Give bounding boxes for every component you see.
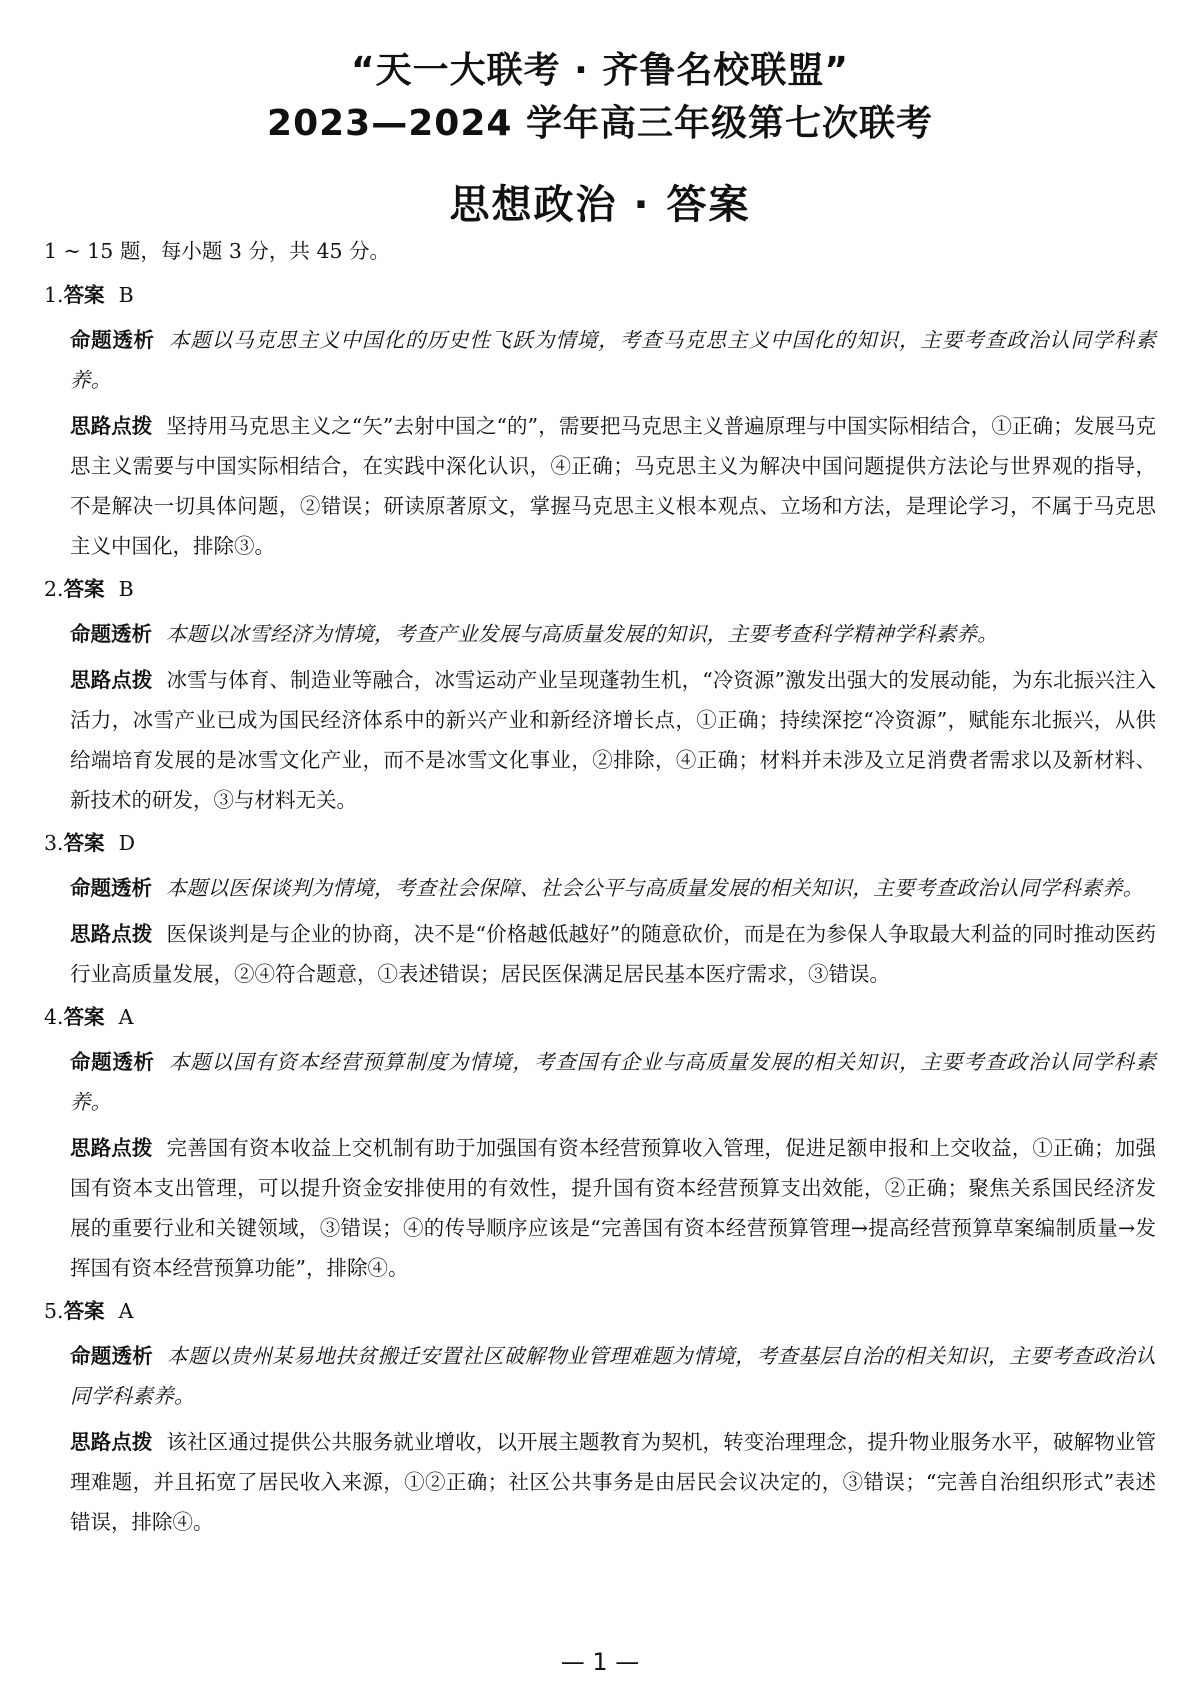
- answer-content: [44, 236, 1156, 1550]
- answer-label: 答案: [63, 577, 105, 601]
- question-header: [44, 574, 1156, 604]
- analysis-label: 命题透析: [70, 328, 155, 352]
- analysis-text: 本题以医保谈判为情境，考查社会保障、社会公平与高质量发展的相关知识，主要考查政治认同学科素养。: [166, 876, 1144, 900]
- analysis-paragraph: [70, 1336, 1156, 1416]
- hint-text: 坚持用马克思主义之“矢”去射中国之“的”，需要把马克思主义普遍原理与中国实际相结合，①正确；发展马克思主义需要与中国实际相结合，在实践中深化认识，④正确；马克思主义为解决中国问题提供方法论与世界观的指导，不是解决一切具体问题，②错误；研读原著原文，掌握马克思主义根本观点、立场和方法，是理论学习，不属于马克思主义中国化，排除③。: [70, 414, 1157, 558]
- analysis-text: 本题以马克思主义中国化的历史性飞跃为情境，考查马克思主义中国化的知识，主要考查政治认同学科素养。: [70, 328, 1157, 392]
- analysis-text: 本题以国有资本经营预算制度为情境，考查国有企业与高质量发展的相关知识，主要考查政治认同学科素养。: [70, 1050, 1157, 1114]
- question-item: [44, 574, 1156, 820]
- question-item: [44, 1002, 1156, 1288]
- answer-value: B: [118, 577, 134, 601]
- question-number: 1.: [44, 283, 64, 307]
- scoring-note: 1 ~ 15 题，每小题 3 分，共 45 分。: [44, 239, 391, 263]
- analysis-label: 命题透析: [70, 876, 152, 900]
- analysis-label: 命题透析: [70, 622, 152, 646]
- analysis-paragraph: [70, 614, 1156, 654]
- answer-value: A: [118, 1005, 134, 1029]
- hint-label: 思路点拨: [70, 414, 153, 438]
- analysis-paragraph: [70, 320, 1156, 400]
- analysis-label: 命题透析: [70, 1344, 153, 1368]
- question-header: [44, 280, 1156, 310]
- question-number: 2.: [44, 577, 64, 601]
- subject-title: 思想政治 · 答案: [449, 182, 751, 228]
- analysis-label: 命题透析: [70, 1050, 155, 1074]
- question-header: [44, 1296, 1156, 1326]
- hint-paragraph: [70, 1422, 1156, 1542]
- exam-session-title: 2023—2024 学年高三年级第七次联考: [267, 103, 933, 144]
- page-number: — 1 —: [560, 1648, 640, 1676]
- analysis-text: 本题以贵州某易地扶贫搬迁安置社区破解物业管理难题为情境，考查基层自治的相关知识，主要考查政治认同学科素养。: [70, 1344, 1156, 1408]
- hint-label: 思路点拨: [70, 668, 153, 692]
- answer-label: 答案: [63, 831, 105, 855]
- analysis-paragraph: [70, 868, 1156, 908]
- hint-label: 思路点拨: [70, 1430, 153, 1454]
- analysis-paragraph: [70, 1042, 1156, 1122]
- answer-value: A: [118, 1299, 134, 1323]
- answer-value: D: [118, 831, 135, 855]
- answer-label: 答案: [63, 283, 105, 307]
- hint-paragraph: [70, 406, 1156, 566]
- hint-paragraph: [70, 1128, 1156, 1288]
- hint-paragraph: [70, 914, 1156, 994]
- question-header: [44, 828, 1156, 858]
- hint-text: 完善国有资本收益上交机制有助于加强国有资本经营预算收入管理，促进足额申报和上交收益，①正确；加强国有资本支出管理，可以提升资金安排使用的有效性，提升国有资本经营预算支出效能，②正确；聚焦关系国民经济发展的重要行业和关键领域，③错误；④的传导顺序应该是“完善国有资本经营预算管理→提高经营预算草案编制质量→发挥国有资本经营预算功能”，排除④。: [70, 1136, 1157, 1280]
- answer-label: 答案: [63, 1299, 105, 1323]
- question-number: 5.: [44, 1299, 64, 1323]
- answer-value: B: [118, 283, 134, 307]
- hint-label: 思路点拨: [70, 922, 153, 946]
- hint-text: 冰雪与体育、制造业等融合，冰雪运动产业呈现蓬勃生机，“冷资源”激发出强大的发展动能，为东北振兴注入活力，冰雪产业已成为国民经济体系中的新兴产业和新经济增长点，①正确；持续深挖“冷资源”，赋能东北振兴，从供给端培育发展的是冰雪文化产业，而不是冰雪文化事业，②排除，④正确；材料并未涉及立足消费者需求以及新材料、新技术的研发，③与材料无关。: [70, 668, 1157, 812]
- hint-paragraph: [70, 660, 1156, 820]
- document-header: [0, 44, 1200, 230]
- hint-text: 该社区通过提供公共服务就业增收，以开展主题教育为契机，转变治理理念，提升物业服务水平，破解物业管理难题，并且拓宽了居民收入来源，①②正确；社区公共事务是由居民会议决定的，③错误；“完善自治组织形式”表述错误，排除④。: [70, 1430, 1157, 1534]
- question-item: [44, 828, 1156, 994]
- question-number: 4.: [44, 1005, 64, 1029]
- answer-label: 答案: [63, 1005, 105, 1029]
- question-item: [44, 1296, 1156, 1542]
- exam-alliance-title: “天一大联考 · 齐鲁名校联盟”: [350, 50, 850, 91]
- analysis-text: 本题以冰雪经济为情境，考查产业发展与高质量发展的知识，主要考查科学精神学科素养。: [166, 622, 998, 646]
- hint-text: 医保谈判是与企业的协商，决不是“价格越低越好”的随意砍价，而是在为参保人争取最大利益的同时推动医药行业高质量发展，②④符合题意，①表述错误；居民医保满足居民基本医疗需求，③错误。: [70, 922, 1157, 986]
- question-header: [44, 1002, 1156, 1032]
- question-number: 3.: [44, 831, 64, 855]
- hint-label: 思路点拨: [70, 1136, 153, 1160]
- question-item: [44, 280, 1156, 566]
